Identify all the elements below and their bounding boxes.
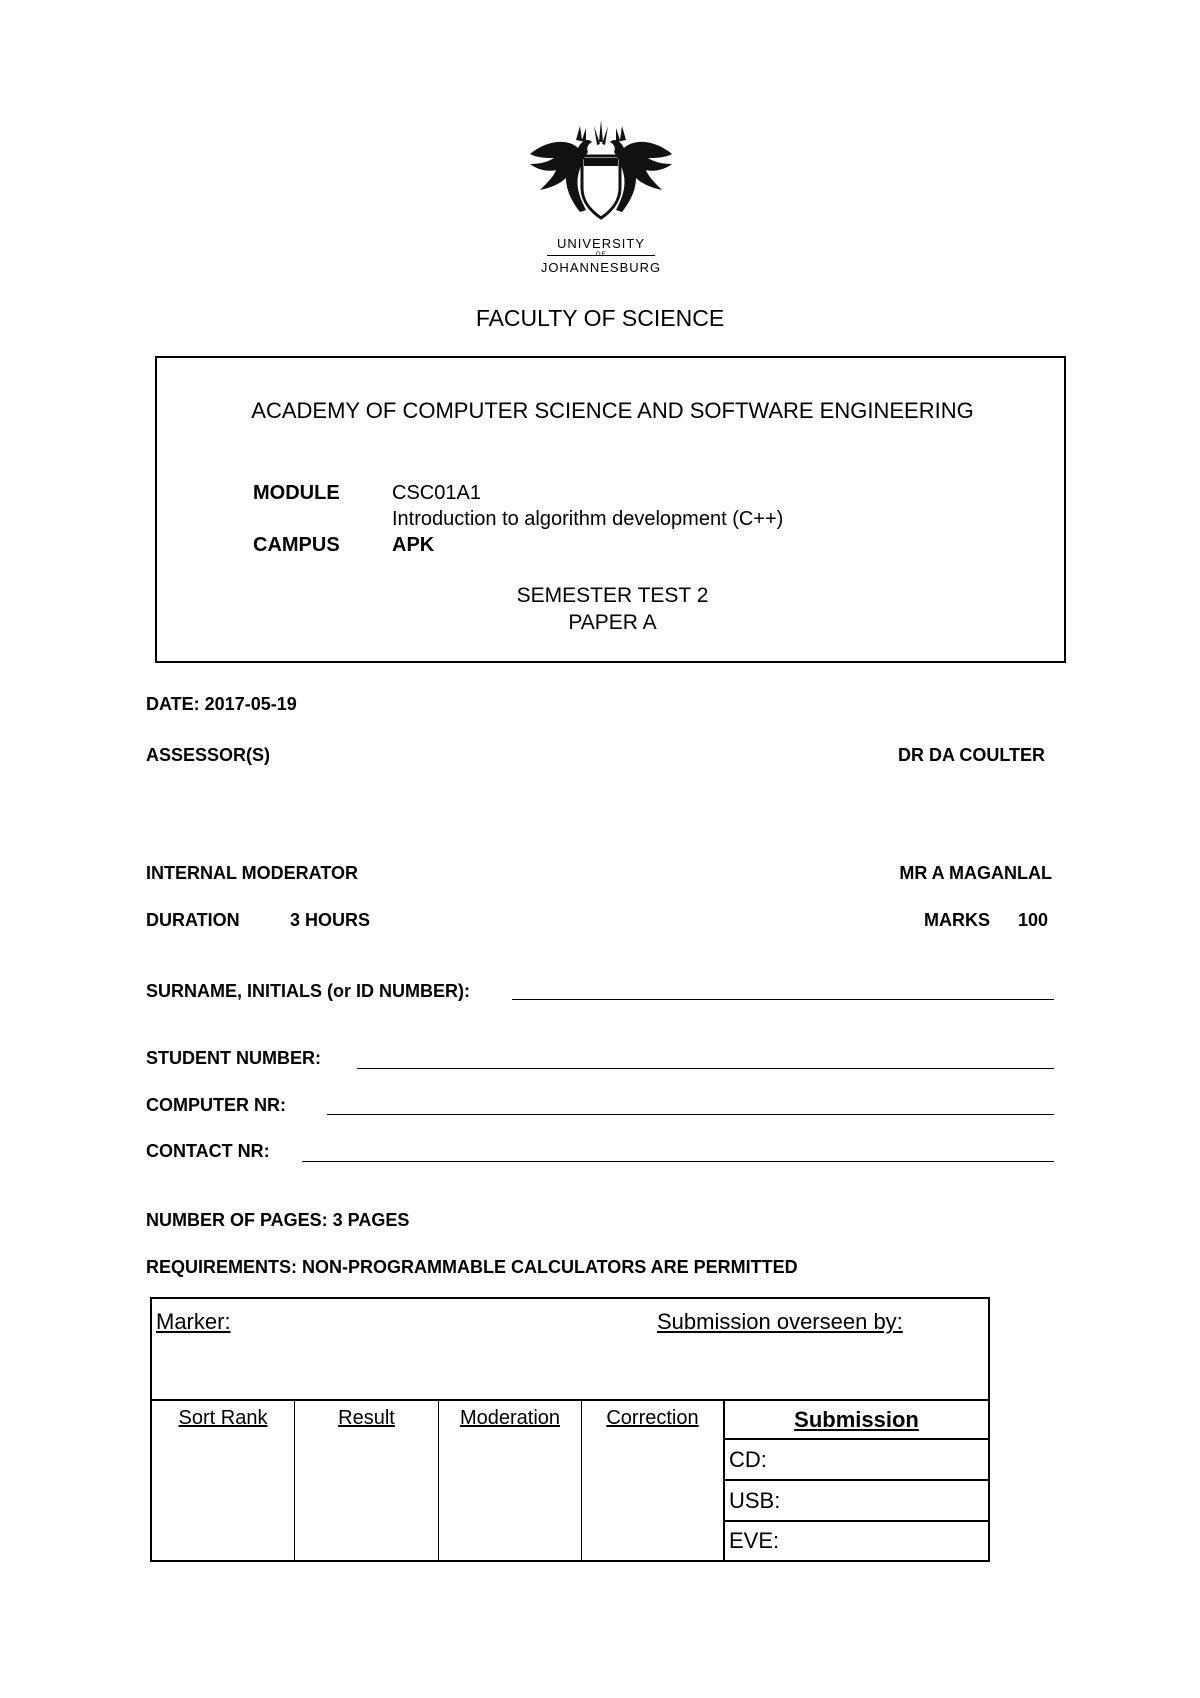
column-header-sort-rank: Sort Rank — [178, 1407, 268, 1429]
column-result — [295, 1399, 439, 1560]
moderator-label: INTERNAL MODERATOR — [146, 863, 359, 883]
requirements-line: REQUIREMENTS: NON-PROGRAMMABLE CALCULATORS ARE PERMITTED — [146, 1257, 798, 1277]
student-number-field[interactable] — [357, 1068, 1054, 1069]
module-label: MODULE — [253, 482, 340, 504]
marker-table — [150, 1297, 990, 1562]
assessor-label: ASSESSOR(S) — [146, 745, 271, 765]
campus-label: CAMPUS — [253, 534, 340, 556]
submission-label-cd: CD: — [729, 1447, 767, 1472]
logo-text-of: OF — [595, 252, 607, 258]
submission-label-eve: EVE: — [729, 1528, 780, 1553]
duration-value: 3 HOURS — [290, 910, 371, 930]
column-moderation — [439, 1399, 582, 1560]
marks-label: MARKS — [924, 910, 990, 930]
faculty-title: FACULTY OF SCIENCE — [475, 305, 725, 331]
submission-header-cell — [725, 1399, 988, 1440]
column-header-correction: Correction — [606, 1407, 699, 1429]
crest-icon — [510, 118, 692, 240]
submission-row-eve — [725, 1522, 988, 1560]
contact-nr-label: CONTACT NR: — [146, 1141, 270, 1161]
moderator-value: MR A MAGANLAL — [899, 863, 1052, 883]
module-name: Introduction to algorithm development (C++) — [392, 508, 784, 530]
duration-label: DURATION — [146, 910, 240, 930]
contact-nr-field[interactable] — [302, 1161, 1054, 1162]
pages-line: NUMBER OF PAGES: 3 PAGES — [146, 1210, 410, 1230]
column-header-result: Result — [338, 1407, 395, 1429]
marks-value: 100 — [1018, 910, 1049, 930]
marker-label: Marker: — [156, 1309, 231, 1334]
column-sort-rank — [152, 1399, 295, 1560]
academy-box — [155, 356, 1066, 663]
assessor-value: DR DA COULTER — [898, 745, 1045, 765]
module-code: CSC01A1 — [392, 482, 481, 504]
surname-label: SURNAME, INITIALS (or ID NUMBER): — [146, 981, 470, 1001]
campus-value: APK — [392, 534, 435, 556]
column-correction — [582, 1399, 725, 1560]
test-title: SEMESTER TEST 2 — [516, 584, 709, 607]
submission-row-cd — [725, 1440, 988, 1481]
paper-title: PAPER A — [568, 611, 657, 634]
university-logo — [510, 118, 692, 278]
submission-label-usb: USB: — [729, 1488, 781, 1513]
column-header-moderation: Moderation — [459, 1407, 561, 1429]
surname-field[interactable] — [512, 999, 1054, 1000]
computer-nr-field[interactable] — [327, 1114, 1054, 1115]
date-line: DATE: 2017-05-19 — [146, 694, 297, 714]
logo-text-johannesburg: JOHANNESBURG — [540, 260, 662, 275]
academy-title: ACADEMY OF COMPUTER SCIENCE AND SOFTWARE ENGINEERING — [251, 398, 974, 423]
submission-overseen-label: Submission overseen by: — [657, 1309, 903, 1334]
student-number-label: STUDENT NUMBER: — [146, 1048, 321, 1068]
submission-header: Submission — [794, 1407, 919, 1432]
computer-nr-label: COMPUTER NR: — [146, 1095, 286, 1115]
logo-text-university: UNIVERSITY — [556, 236, 645, 251]
submission-row-usb — [725, 1481, 988, 1522]
